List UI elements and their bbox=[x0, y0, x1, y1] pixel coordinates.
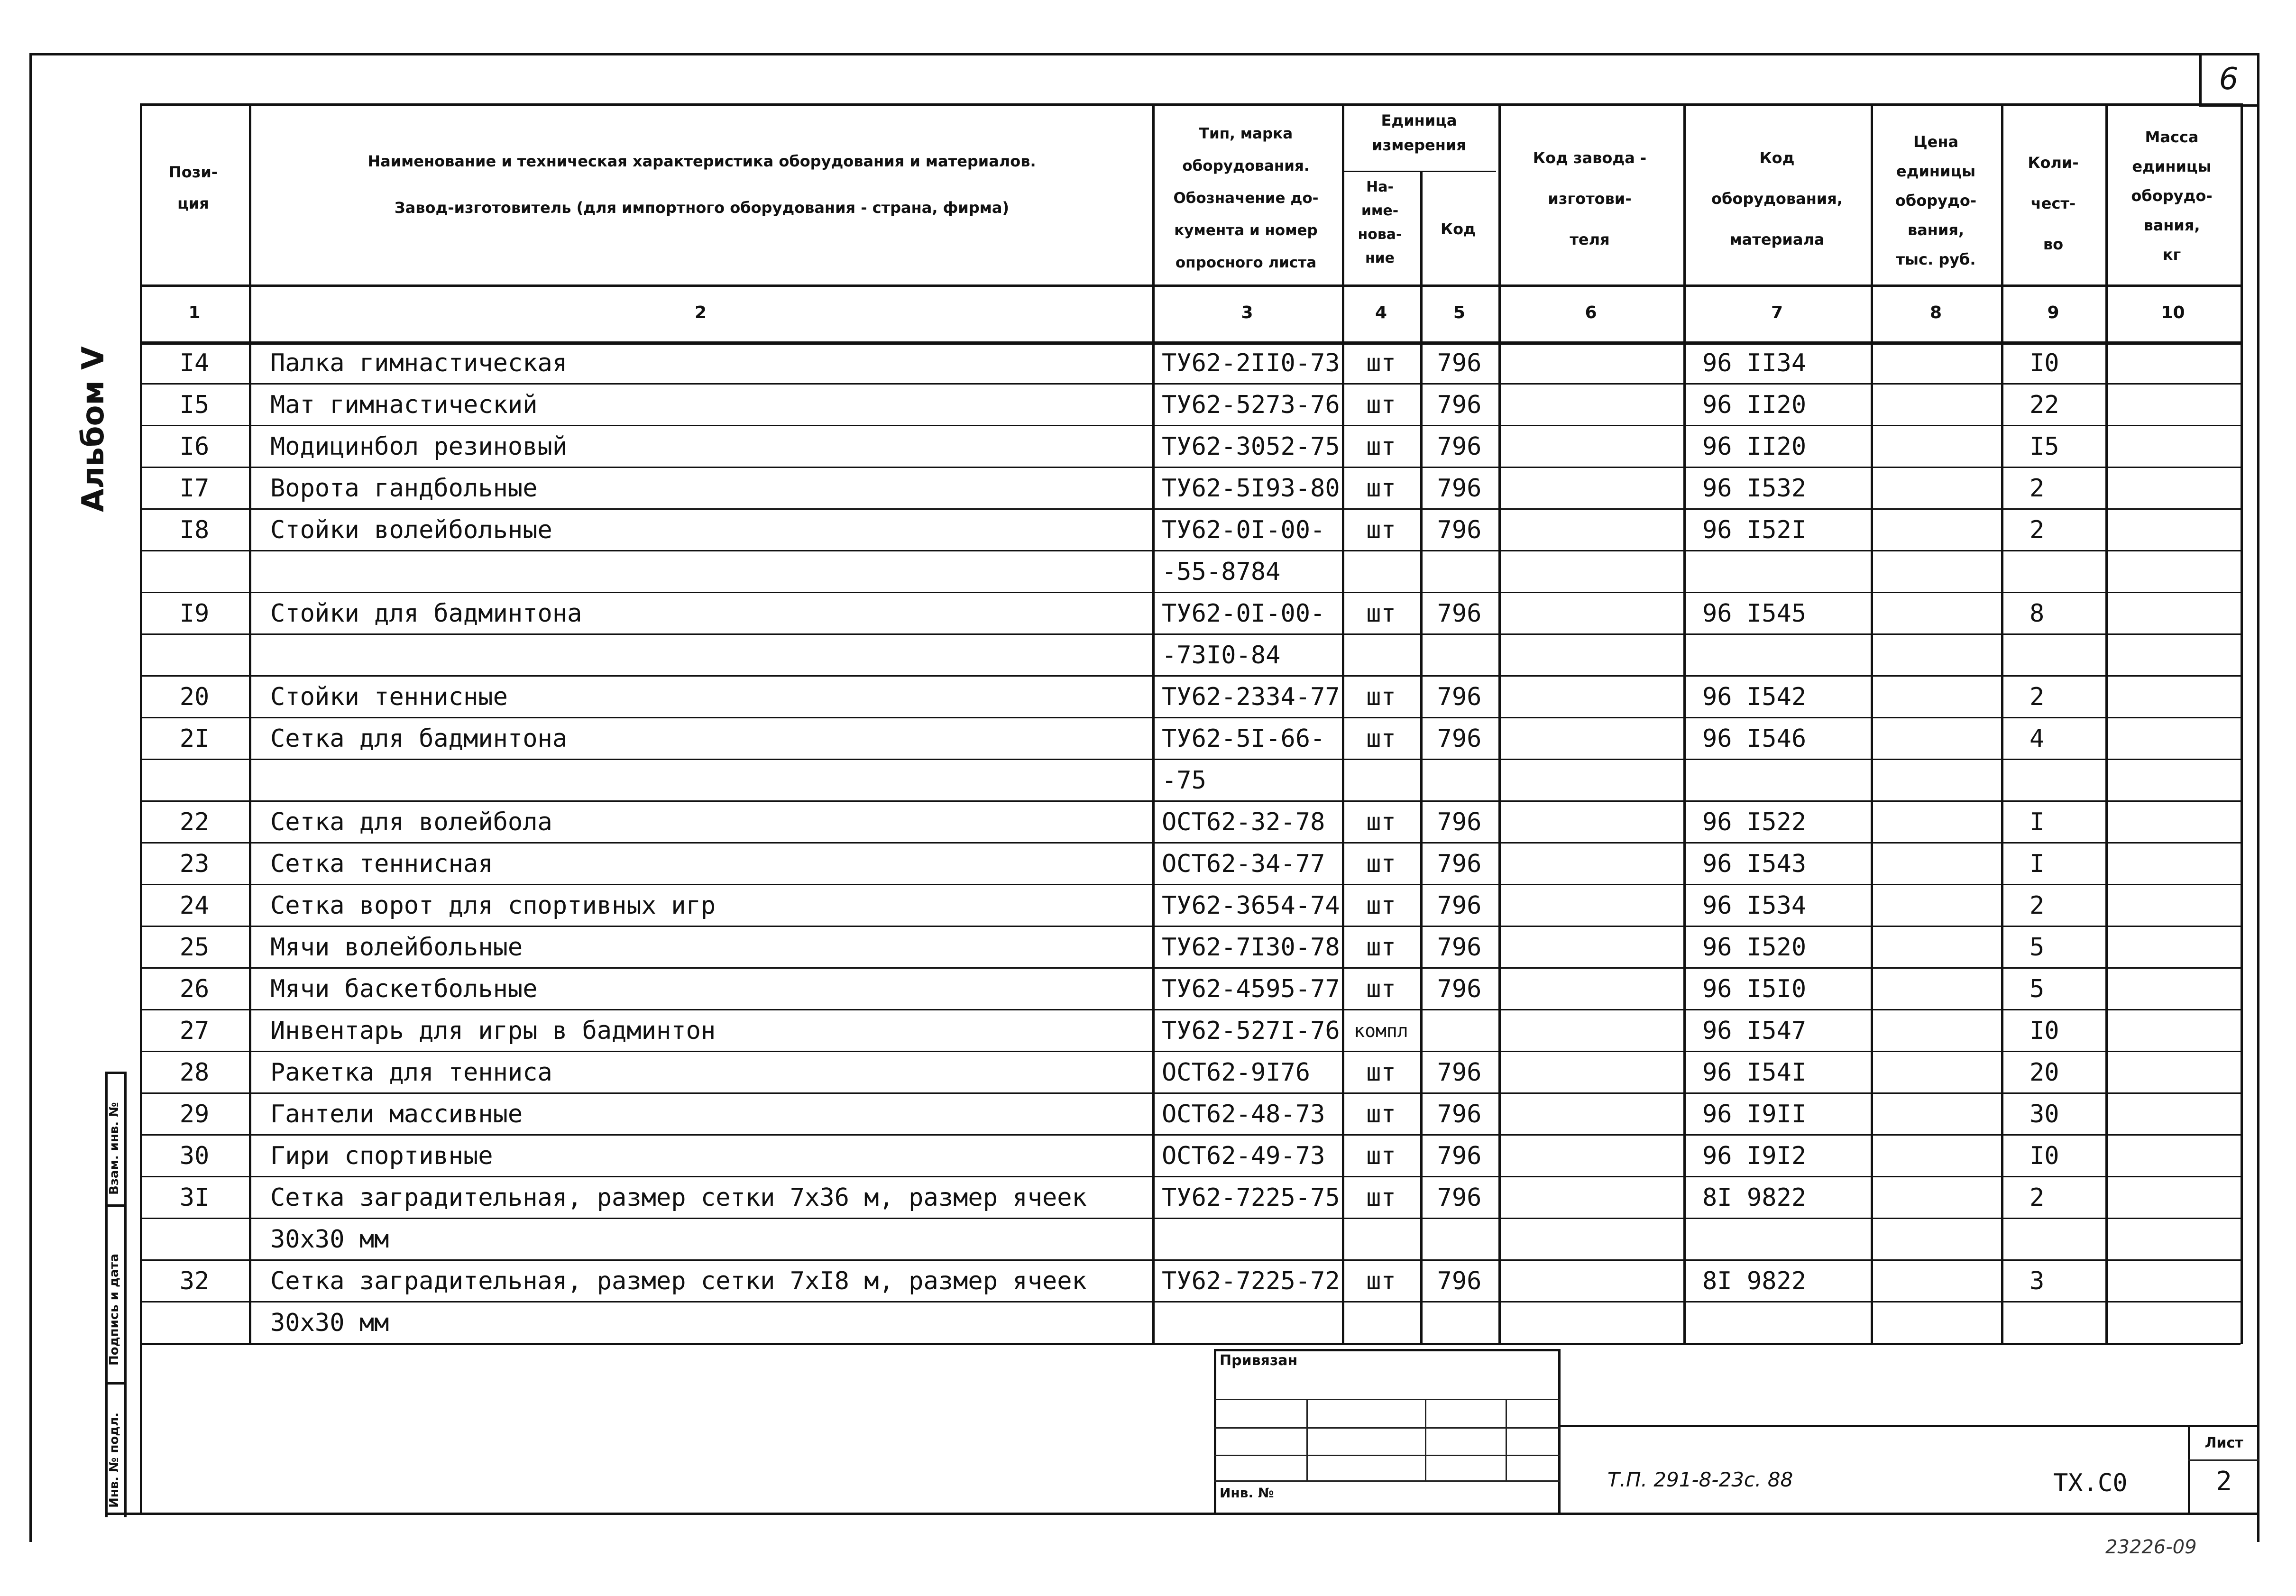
privyazan-row2 bbox=[1214, 1427, 1560, 1429]
cell-type: ТУ62-5I-66- bbox=[1162, 725, 1325, 753]
side-stamp-top bbox=[105, 1072, 127, 1074]
column-border bbox=[1498, 103, 1501, 1344]
row-divider bbox=[140, 926, 2241, 927]
privyazan-box-top bbox=[1214, 1349, 1560, 1351]
column-number: 1 bbox=[188, 303, 201, 322]
cell-name: Палка гимнастическая bbox=[270, 349, 568, 377]
unit-group-divider bbox=[1342, 171, 1496, 172]
table-left-border-lower bbox=[140, 1343, 142, 1513]
cell-type: -75 bbox=[1162, 766, 1206, 795]
cell-type: ТУ62-4595-77 bbox=[1162, 975, 1340, 1003]
cell-unit-code: 796 bbox=[1437, 808, 1482, 836]
cell-unit: шт bbox=[1366, 516, 1396, 544]
cell-type: ТУ62-2II0-73 bbox=[1162, 349, 1340, 377]
row-divider bbox=[140, 759, 2241, 760]
cell-unit-code: 796 bbox=[1437, 725, 1482, 753]
cell-quantity: 5 bbox=[2030, 933, 2045, 962]
cell-unit: шт bbox=[1366, 891, 1396, 920]
cell-unit-code: 796 bbox=[1437, 1100, 1482, 1128]
cell-quantity: 2 bbox=[2030, 891, 2045, 920]
privyazan-box-right bbox=[1558, 1349, 1561, 1515]
cell-unit-code: 796 bbox=[1437, 516, 1482, 544]
cell-unit-code: 796 bbox=[1437, 349, 1482, 377]
column-number: 8 bbox=[1929, 303, 1942, 322]
cell-name: Сетка теннисная bbox=[270, 850, 493, 878]
cell-type: ТУ62-5I93-80 bbox=[1162, 474, 1340, 503]
table-bottom-border bbox=[140, 1343, 2241, 1345]
cell-position: I6 bbox=[179, 432, 210, 461]
column-number: 6 bbox=[1585, 303, 1597, 322]
column-number: 2 bbox=[694, 303, 707, 322]
cell-unit: шт bbox=[1366, 683, 1396, 711]
cell-quantity: 2 bbox=[2030, 683, 2045, 711]
cell-equipment-code: 96 I52I bbox=[1702, 516, 1807, 544]
cell-unit: шт bbox=[1366, 599, 1396, 628]
cell-name: Сетка для волейбола bbox=[270, 808, 552, 836]
cell-quantity: I0 bbox=[2030, 349, 2059, 377]
sheet-label: Лист bbox=[2204, 1435, 2243, 1451]
cell-unit: шт bbox=[1366, 1058, 1396, 1087]
cell-equipment-code: 96 II20 bbox=[1702, 391, 1807, 419]
cell-unit-code: 796 bbox=[1437, 599, 1482, 628]
cell-equipment-code: 96 I542 bbox=[1702, 683, 1807, 711]
cell-type: ОСТ62-48-73 bbox=[1162, 1100, 1325, 1128]
cell-equipment-code: 96 I9I2 bbox=[1702, 1142, 1807, 1170]
cell-name: Гантели массивные bbox=[270, 1100, 523, 1128]
row-divider bbox=[140, 1092, 2241, 1094]
cell-type: -73I0-84 bbox=[1162, 641, 1281, 670]
cell-name: Сетка заградительная, размер сетки 7х36 м, размер ячеек bbox=[270, 1183, 1087, 1212]
cell-position: 26 bbox=[179, 975, 210, 1003]
cell-quantity: I bbox=[2030, 808, 2045, 836]
cell-equipment-code: 96 I534 bbox=[1702, 891, 1807, 920]
cell-equipment-code: 96 I543 bbox=[1702, 850, 1807, 878]
privyazan-row1 bbox=[1214, 1399, 1560, 1400]
row-divider bbox=[140, 884, 2241, 885]
row-divider bbox=[140, 1009, 2241, 1010]
cell-equipment-code: 96 I545 bbox=[1702, 599, 1807, 628]
cell-position: 3I bbox=[179, 1183, 210, 1212]
cell-quantity: 20 bbox=[2030, 1058, 2059, 1087]
cell-name: Мячи волейбольные bbox=[270, 933, 523, 962]
cell-unit: шт bbox=[1366, 725, 1396, 753]
cell-position: I9 bbox=[179, 599, 210, 628]
cell-name: Мат гимнастический bbox=[270, 391, 538, 419]
cell-unit: шт bbox=[1366, 808, 1396, 836]
cell-position: I7 bbox=[179, 474, 210, 503]
cell-unit-code: 796 bbox=[1437, 850, 1482, 878]
privyazan-col1 bbox=[1306, 1399, 1308, 1482]
cell-type: -55-8784 bbox=[1162, 558, 1281, 586]
cell-unit-code: 796 bbox=[1437, 1058, 1482, 1087]
row-divider bbox=[140, 383, 2241, 385]
cell-position: 23 bbox=[179, 850, 210, 878]
row-divider bbox=[140, 1176, 2241, 1177]
cell-quantity: 3 bbox=[2030, 1267, 2045, 1295]
cell-type: ОСТ62-34-77 bbox=[1162, 850, 1325, 878]
cell-unit-code: 796 bbox=[1437, 891, 1482, 920]
cell-unit: шт bbox=[1366, 391, 1396, 419]
cell-quantity: 22 bbox=[2030, 391, 2059, 419]
row-divider bbox=[140, 1051, 2241, 1052]
cell-equipment-code: 96 I5I0 bbox=[1702, 975, 1807, 1003]
privyazan-col3 bbox=[1506, 1399, 1507, 1482]
cell-equipment-code: 96 I54I bbox=[1702, 1058, 1807, 1087]
cell-quantity: 2 bbox=[2030, 474, 2045, 503]
cell-type: ТУ62-3654-74 bbox=[1162, 891, 1340, 920]
cell-type: ТУ62-0I-00- bbox=[1162, 516, 1325, 544]
header-plant-code: Код завода - изготови- теля bbox=[1533, 149, 1647, 248]
cell-name: Мячи баскетбольные bbox=[270, 975, 538, 1003]
header-unit-code: Код bbox=[1441, 220, 1476, 238]
cell-unit: шт bbox=[1366, 349, 1396, 377]
cell-quantity: 8 bbox=[2030, 599, 2045, 628]
bottom-note: 23226-09 bbox=[2105, 1536, 2197, 1558]
cell-quantity: 5 bbox=[2030, 975, 2045, 1003]
cell-position: I4 bbox=[179, 349, 210, 377]
column-number: 10 bbox=[2161, 303, 2185, 322]
header-unit-group: Единица измерения bbox=[1372, 111, 1466, 154]
row-divider bbox=[140, 633, 2241, 635]
column-border bbox=[2001, 103, 2003, 1344]
row-divider bbox=[140, 1259, 2241, 1261]
cell-position: 28 bbox=[179, 1058, 210, 1087]
cell-unit-code: 796 bbox=[1437, 975, 1482, 1003]
cell-unit: шт bbox=[1366, 474, 1396, 503]
cell-name: Сетка ворот для спортивных игр bbox=[270, 891, 716, 920]
side-stamp-mid bbox=[124, 1072, 127, 1517]
cell-unit-code: 796 bbox=[1437, 432, 1482, 461]
column-border bbox=[1683, 103, 1686, 1344]
header-name-line2: Завод-изготовитель (для импортного оборудования - страна, фирма) bbox=[394, 199, 1010, 217]
cell-unit: шт bbox=[1366, 975, 1396, 1003]
sheet-number: 6 bbox=[2219, 62, 2239, 97]
header-unit-name: На- име- нова- ние bbox=[1358, 179, 1402, 266]
sheet-cell-left bbox=[2188, 1425, 2190, 1515]
cell-equipment-code: 96 II34 bbox=[1702, 349, 1807, 377]
cell-name: Гири спортивные bbox=[270, 1142, 493, 1170]
header-quantity: Коли- чест- во bbox=[2028, 154, 2079, 253]
column-border bbox=[2105, 103, 2108, 1344]
row-divider bbox=[140, 1134, 2241, 1136]
cell-unit: шт bbox=[1366, 432, 1396, 461]
cell-unit-code: 796 bbox=[1437, 1142, 1482, 1170]
column-border bbox=[249, 103, 251, 1344]
cell-name: Стойки для бадминтона bbox=[270, 599, 582, 628]
cell-type: ТУ62-7225-75 bbox=[1162, 1183, 1340, 1212]
cell-unit: шт bbox=[1366, 1267, 1396, 1295]
cell-equipment-code: 96 I547 bbox=[1702, 1017, 1807, 1045]
row-divider bbox=[140, 717, 2241, 718]
cell-name: Сетка для бадминтона bbox=[270, 725, 568, 753]
column-number: 9 bbox=[2047, 303, 2059, 322]
cell-name: Стойки волейбольные bbox=[270, 516, 552, 544]
row-divider bbox=[140, 1218, 2241, 1219]
inv-no-label: Инв. № bbox=[1220, 1485, 1274, 1501]
privyazan-row3 bbox=[1214, 1455, 1560, 1456]
cell-type: ТУ62-5273-76 bbox=[1162, 391, 1340, 419]
cell-name: Модицинбол резиновый bbox=[270, 432, 568, 461]
column-number: 7 bbox=[1771, 303, 1783, 322]
header-name-line1: Наименование и техническая характеристика оборудования и материалов. bbox=[367, 152, 1036, 170]
cell-name: 30х30 мм bbox=[270, 1309, 389, 1337]
cell-unit-code: 796 bbox=[1437, 933, 1482, 962]
header-type: Тип, марка оборудования. Обозначение до- кумента и номер опросного листа bbox=[1173, 125, 1319, 271]
header-position: Пози- ция bbox=[168, 163, 218, 212]
privyazan-row4 bbox=[1214, 1480, 1560, 1482]
cell-position: 30 bbox=[179, 1142, 210, 1170]
cell-unit-code: 796 bbox=[1437, 391, 1482, 419]
cell-equipment-code: 8I 9822 bbox=[1702, 1183, 1807, 1212]
cell-equipment-code: 96 II20 bbox=[1702, 432, 1807, 461]
cell-type: ТУ62-527I-76 bbox=[1162, 1017, 1340, 1045]
cell-position: 20 bbox=[179, 683, 210, 711]
cell-equipment-code: 96 I9II bbox=[1702, 1100, 1807, 1128]
cell-type: ТУ62-3052-75 bbox=[1162, 432, 1340, 461]
row-divider bbox=[140, 467, 2241, 468]
cell-quantity: 2 bbox=[2030, 516, 2045, 544]
side-stamp-div1 bbox=[105, 1204, 127, 1207]
cell-quantity: 30 bbox=[2030, 1100, 2059, 1128]
cell-equipment-code: 96 I546 bbox=[1702, 725, 1807, 753]
title-block-bottom bbox=[105, 1513, 2259, 1515]
column-number: 4 bbox=[1375, 303, 1387, 322]
cell-unit: шт bbox=[1366, 1100, 1396, 1128]
cell-type: ОСТ62-32-78 bbox=[1162, 808, 1325, 836]
side-stamp-signature-date: Подпись и дата bbox=[107, 1253, 121, 1366]
cell-equipment-code: 96 I522 bbox=[1702, 808, 1807, 836]
cell-unit-code: 796 bbox=[1437, 1183, 1482, 1212]
cell-position: 32 bbox=[179, 1267, 210, 1295]
cell-unit: шт bbox=[1366, 850, 1396, 878]
side-stamp-vzam-inv: Взам. инв. № bbox=[107, 1102, 121, 1195]
privyazan-col2 bbox=[1425, 1399, 1426, 1482]
row-divider bbox=[140, 592, 2241, 593]
header-price: Цена единицы оборудо- вания, тыс. руб. bbox=[1895, 133, 1977, 268]
title-block-top bbox=[1558, 1425, 2259, 1427]
outer-frame-left bbox=[29, 53, 32, 1542]
album-label: Альбом V bbox=[76, 346, 111, 512]
cell-type: ОСТ62-49-73 bbox=[1162, 1142, 1325, 1170]
cell-quantity: I bbox=[2030, 850, 2045, 878]
sheet-value: 2 bbox=[2216, 1466, 2232, 1497]
row-divider bbox=[140, 967, 2241, 969]
cell-unit: компл bbox=[1354, 1020, 1408, 1041]
column-number: 3 bbox=[1241, 303, 1253, 322]
cell-unit-code: 796 bbox=[1437, 1267, 1482, 1295]
row-divider bbox=[140, 508, 2241, 510]
column-numbers-bottom-border bbox=[140, 341, 2241, 345]
cell-equipment-code: 96 I520 bbox=[1702, 933, 1807, 962]
header-mass: Масса единицы оборудо- вания, кг bbox=[2131, 128, 2213, 264]
cell-type: ТУ62-0I-00- bbox=[1162, 599, 1325, 628]
cell-quantity: I5 bbox=[2030, 432, 2059, 461]
document-mark: ТХ.С0 bbox=[2053, 1469, 2128, 1497]
cell-position: 22 bbox=[179, 808, 210, 836]
column-border bbox=[1152, 103, 1155, 1344]
side-stamp-inv-podl: Инв. № подл. bbox=[107, 1412, 121, 1508]
privyazan-box-left bbox=[1214, 1349, 1216, 1515]
row-divider bbox=[140, 675, 2241, 677]
column-border bbox=[2241, 103, 2243, 1344]
row-divider bbox=[140, 1301, 2241, 1302]
cell-type: ТУ62-7225-72 bbox=[1162, 1267, 1340, 1295]
cell-type: ТУ62-2334-77 bbox=[1162, 683, 1340, 711]
cell-name: Сетка заградительная, размер сетки 7хI8 м, размер ячеек bbox=[270, 1267, 1087, 1295]
cell-name: Ракетка для тенниса bbox=[270, 1058, 552, 1087]
column-number: 5 bbox=[1453, 303, 1466, 322]
cell-position: 2I bbox=[179, 725, 210, 753]
cell-unit: шт bbox=[1366, 1142, 1396, 1170]
cell-position: 29 bbox=[179, 1100, 210, 1128]
column-border bbox=[1871, 103, 1873, 1344]
row-divider bbox=[140, 842, 2241, 844]
cell-equipment-code: 96 I532 bbox=[1702, 474, 1807, 503]
table-top-border bbox=[140, 103, 2241, 106]
cell-position: I5 bbox=[179, 391, 210, 419]
cell-quantity: I0 bbox=[2030, 1017, 2059, 1045]
cell-position: 27 bbox=[179, 1017, 210, 1045]
row-divider bbox=[140, 425, 2241, 426]
cell-type: ТУ62-7I30-78 bbox=[1162, 933, 1340, 962]
outer-frame-right bbox=[2257, 53, 2259, 1542]
cell-name: 30х30 мм bbox=[270, 1225, 389, 1254]
row-divider bbox=[140, 550, 2241, 551]
cell-position: I8 bbox=[179, 516, 210, 544]
cell-name: Инвентарь для игры в бадминтон bbox=[270, 1017, 716, 1045]
cell-name: Стойки теннисные bbox=[270, 683, 508, 711]
side-stamp-div2 bbox=[105, 1382, 127, 1385]
cell-unit: шт bbox=[1366, 933, 1396, 962]
cell-quantity: I0 bbox=[2030, 1142, 2059, 1170]
cell-position: 25 bbox=[179, 933, 210, 962]
cell-equipment-code: 8I 9822 bbox=[1702, 1267, 1807, 1295]
cell-unit-code: 796 bbox=[1437, 474, 1482, 503]
sheet-cell-divider bbox=[2188, 1459, 2259, 1461]
header-bottom-border bbox=[140, 284, 2241, 287]
privyazan-label: Привязан bbox=[1220, 1352, 1298, 1369]
cell-quantity: 2 bbox=[2030, 1183, 2045, 1212]
cell-unit-code: 796 bbox=[1437, 683, 1482, 711]
row-divider bbox=[140, 800, 2241, 802]
cell-name: Ворота гандбольные bbox=[270, 474, 538, 503]
cell-type: ОСТ62-9I76 bbox=[1162, 1058, 1311, 1087]
cell-position: 24 bbox=[179, 891, 210, 920]
document-code: Т.П. 291-8-23с. 88 bbox=[1607, 1468, 1793, 1491]
cell-unit: шт bbox=[1366, 1183, 1396, 1212]
outer-frame-top bbox=[29, 53, 2259, 55]
header-equipment-code: Код оборудования, материала bbox=[1711, 149, 1843, 248]
cell-quantity: 4 bbox=[2030, 725, 2045, 753]
